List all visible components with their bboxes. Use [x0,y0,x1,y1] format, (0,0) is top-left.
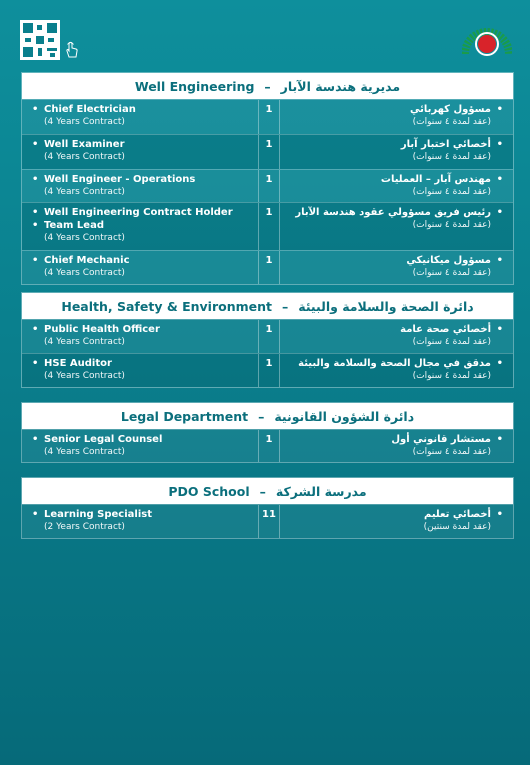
section-title-en: Health, Safety & Environment [61,298,272,314]
section-header [22,293,513,319]
contract-en: (2 Years Contract) [44,522,125,532]
section-title-ar: مديرية هندسة الآبار [280,78,401,94]
table-row [22,319,513,353]
job-title-ar: • مسؤول كهربائي [286,103,503,116]
contract-ar: (عقد لمدة ٤ سنوات) [412,337,491,347]
contract-en: (4 Years Contract) [44,233,125,243]
section-separator: – [258,408,265,424]
table-row [22,169,513,202]
vacancy-count: 1 [258,251,280,284]
touch-hand-icon [64,40,80,58]
vacancy-count: 1 [258,354,280,387]
job-title-en-line2: • Team Lead [32,219,252,232]
contract-ar: (عقد لمدة ٤ سنوات) [412,447,491,457]
table-row [22,504,513,538]
job-title-en: • Well Engineering Contract Holder [32,206,252,219]
section-title-en: PDO School [168,483,250,499]
section-title-ar: دائرة الشؤون القانونية [274,408,415,424]
table-row [22,353,513,387]
section-separator: – [281,298,289,314]
vacancy-count: 11 [258,505,280,538]
job-title-ar: • مهندس آبار – العمليات [286,173,503,186]
section-title-ar: مدرسة الشركة [275,483,367,499]
section-header [22,478,513,504]
contract-en: (4 Years Contract) [44,117,125,127]
vacancy-count: 1 [258,320,280,353]
job-title-ar: • مستشار قانوني أول [286,433,503,446]
contract-ar: (عقد لمدة ٤ سنوات) [412,117,491,127]
job-title-en: • Public Health Officer [32,323,252,336]
job-title-en: • Well Engineer - Operations [32,173,252,186]
table-row [22,250,513,284]
job-title-en: • Chief Electrician [32,103,252,116]
job-title-en: • Senior Legal Counsel [32,433,252,446]
job-title-ar: • رئيس فريق مسؤولي عقود هندسة الآبار [286,206,503,219]
qr-code-icon[interactable] [20,20,60,60]
section-pdo-school [21,477,514,539]
job-title-en: • HSE Auditor [32,357,252,370]
job-title-en: • Well Examiner [32,138,252,151]
table-row [22,429,513,462]
section-header [22,403,513,429]
section-legal [21,402,514,463]
vacancy-count: 1 [258,135,280,169]
contract-en: (4 Years Contract) [44,371,125,381]
job-title-ar: • مدقق في مجال الصحة والسلامة والبيئة [286,357,503,370]
section-title-ar: دائرة الصحة والسلامة والبيئة [298,298,474,314]
vacancy-count: 1 [258,430,280,462]
section-separator: – [259,483,266,499]
job-title-en: • Chief Mechanic [32,254,252,267]
contract-en: (4 Years Contract) [44,337,125,347]
pdo-logo-icon [462,20,512,62]
vacancy-count: 1 [258,170,280,202]
contract-ar: (عقد لمدة سنتين) [423,522,491,532]
contract-ar: (عقد لمدة ٤ سنوات) [412,268,491,278]
contract-en: (4 Years Contract) [44,447,125,457]
vacancy-count: 1 [258,100,280,134]
contract-en: (4 Years Contract) [44,152,125,162]
section-title-en: Well Engineering [134,78,255,94]
section-hse [21,292,514,388]
table-row [22,99,513,134]
job-title-ar: • أخصائي صحة عامة [286,323,503,336]
job-title-ar: • أخصائي اختبار آبار [286,138,503,151]
contract-ar: (عقد لمدة ٤ سنوات) [412,152,491,162]
table-row [22,202,513,250]
contract-en: (4 Years Contract) [44,187,125,197]
vacancy-count: 1 [258,203,280,250]
contract-ar: (عقد لمدة ٤ سنوات) [412,187,491,197]
job-title-ar: • أخصائي تعليم [286,508,503,521]
section-title-en: Legal Department [120,408,249,424]
job-title-en: • Learning Specialist [32,508,252,521]
job-title-ar: • مسؤول ميكانيكي [286,254,503,267]
contract-en: (4 Years Contract) [44,268,125,278]
contract-ar: (عقد لمدة ٤ سنوات) [412,220,491,230]
section-separator: – [264,78,271,94]
section-header [22,73,513,99]
table-row [22,134,513,169]
contract-ar: (عقد لمدة ٤ سنوات) [412,371,491,381]
section-well-engineering [21,72,514,285]
